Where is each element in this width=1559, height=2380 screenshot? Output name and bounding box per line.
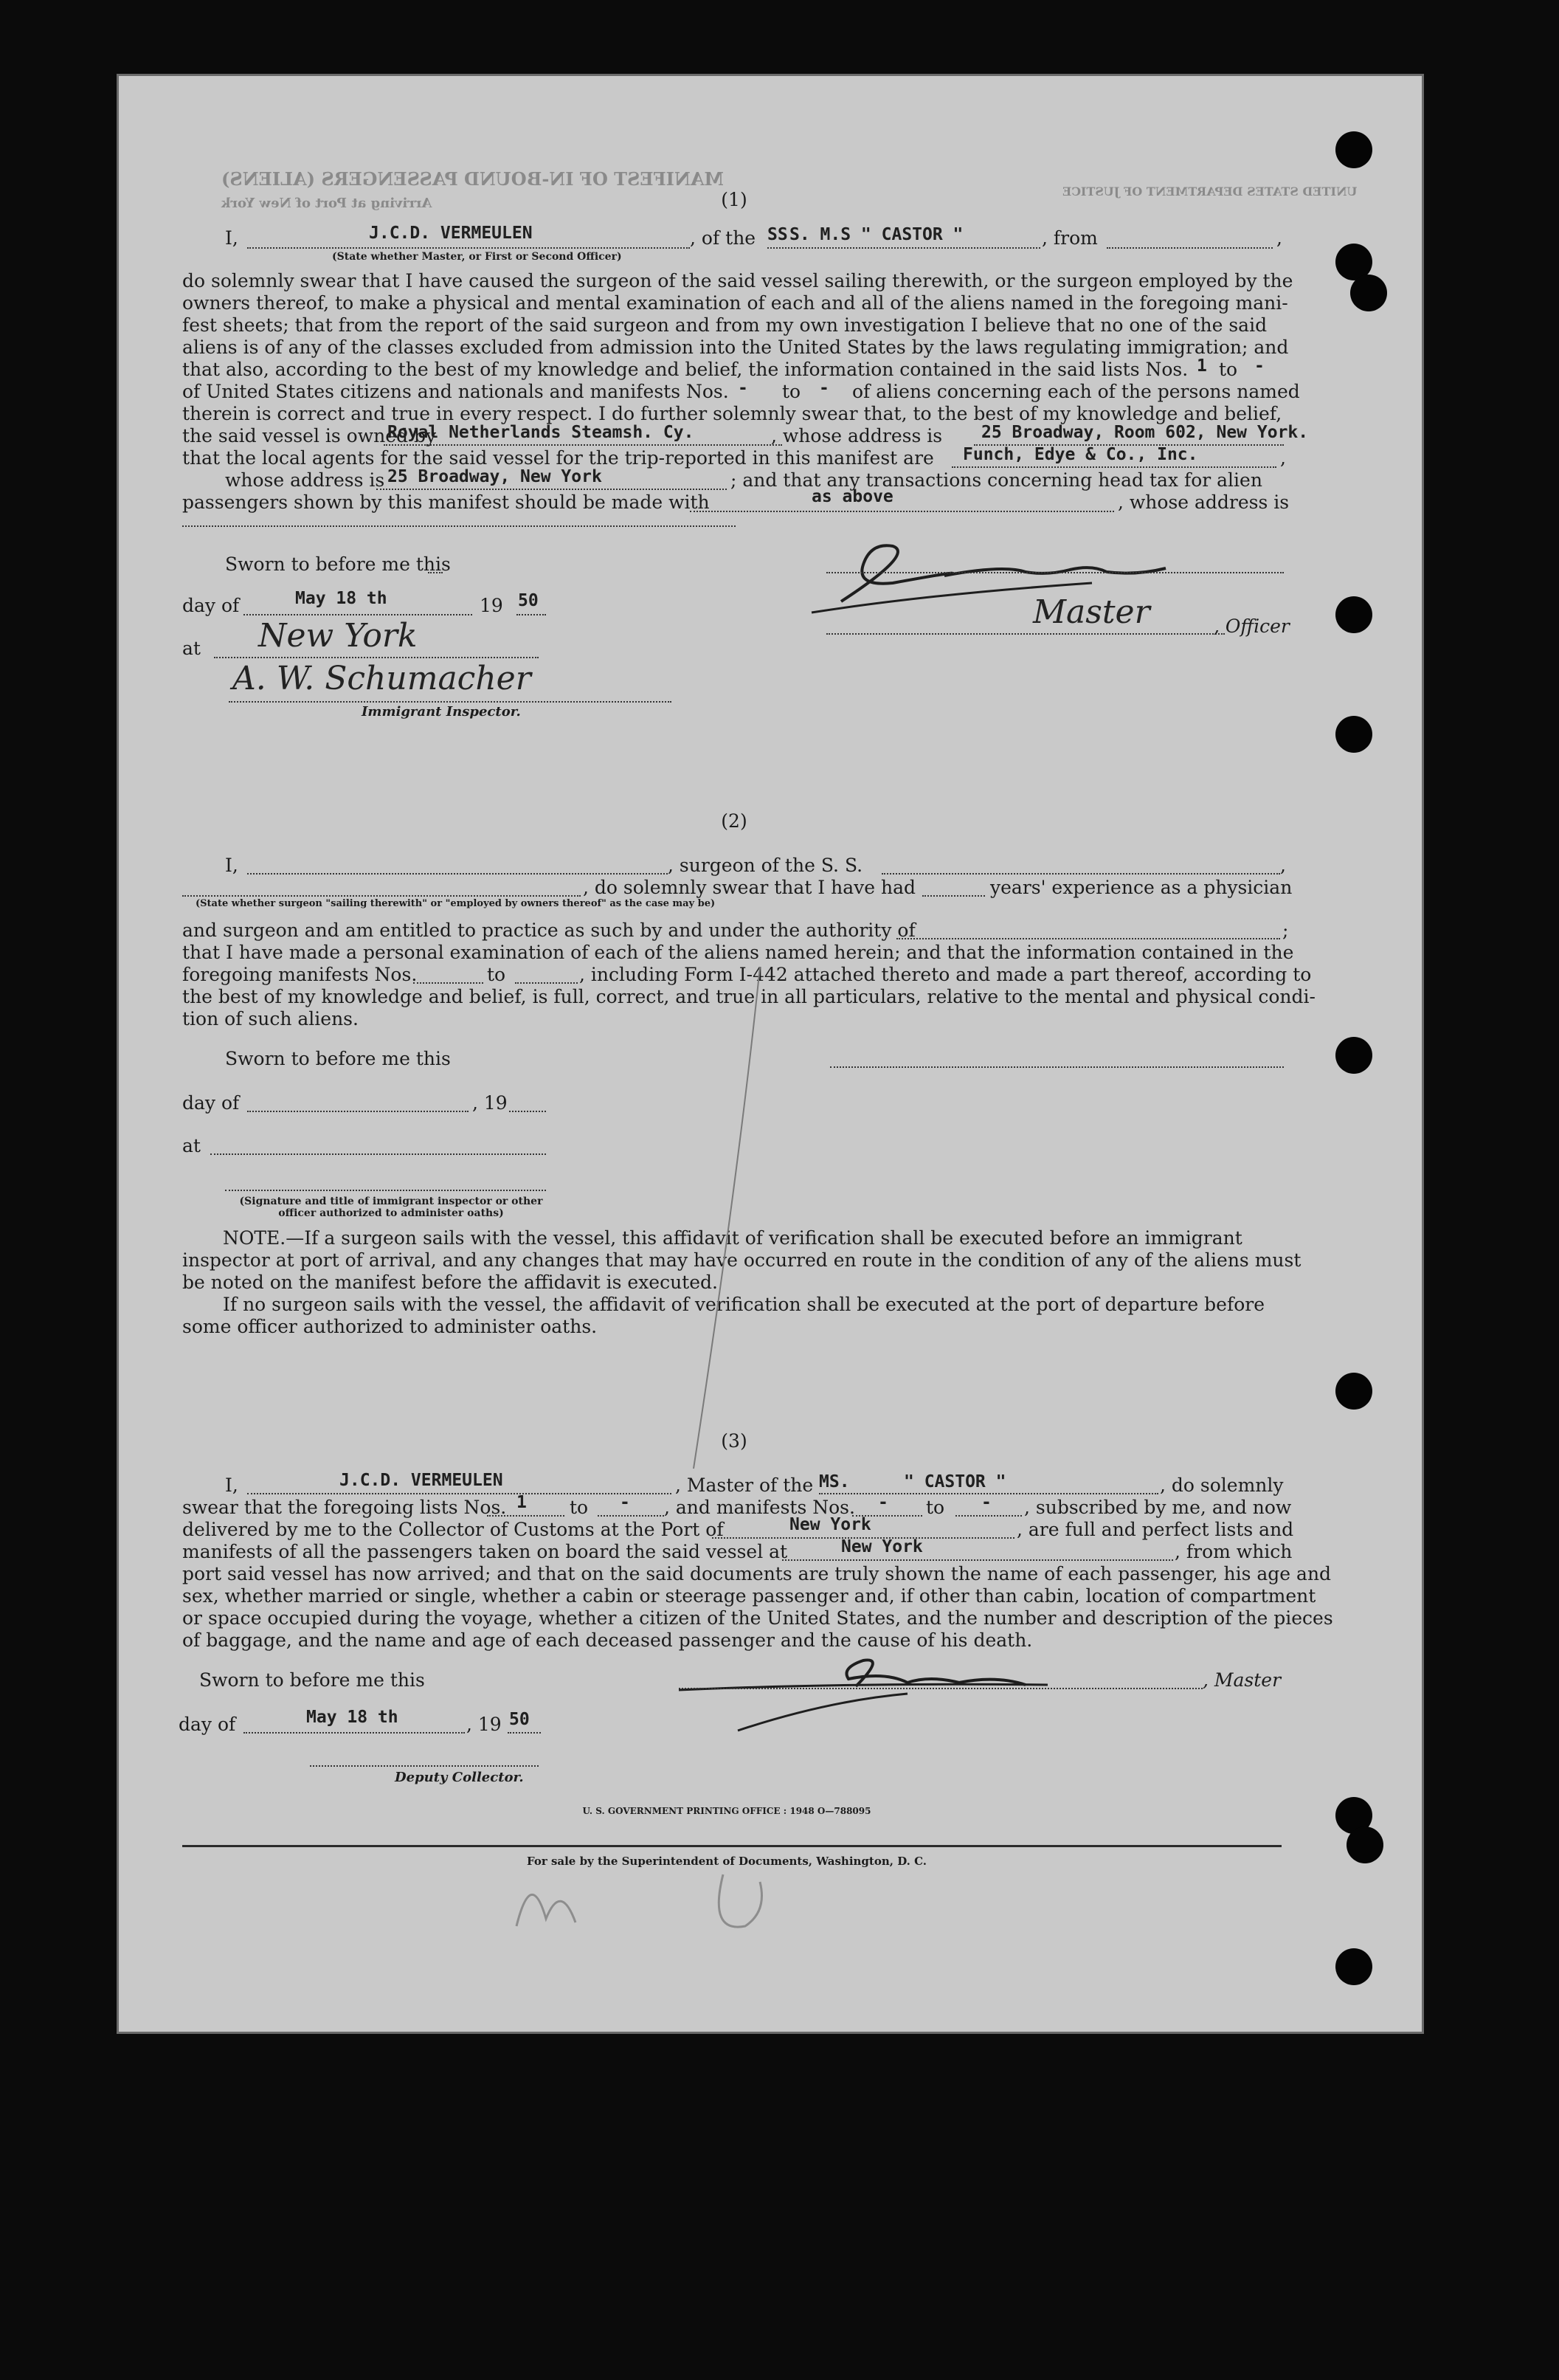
s1-master-hint: (State whether Master, or First or Second Officer) [332, 251, 622, 263]
s3-line4-prefix: manifests of all the passengers taken on board the said vessel at [182, 1541, 788, 1562]
s1-agents-line [952, 466, 1276, 468]
s1-headtax-value: as above [812, 487, 893, 506]
s1-at-line [214, 657, 539, 658]
s2-day-line [247, 1111, 469, 1112]
s2-manifests-prefix: foregoing manifests Nos. [182, 964, 418, 985]
s3-master-name-line [247, 1493, 671, 1494]
s3-i: I, [225, 1474, 238, 1496]
s2-note-line: If no surgeon sails with the vessel, the affidavit of verification shall be executed at the port of departure before [223, 1294, 1265, 1315]
s2-name-line [247, 873, 668, 875]
s1-day-label: day of [182, 595, 240, 616]
s3-port-at: New York [841, 1537, 923, 1556]
s1-of-the: , of the [690, 227, 756, 249]
s1-citizens-suffix: of aliens concerning each of the persons named [852, 381, 1300, 402]
s3-body-line: sex, whether married or single, whether a cabin or steerage passenger and, if other than cabin, location of compartment [182, 1585, 1316, 1607]
s1-owner-line [384, 444, 782, 446]
footer-printing-office: U. S. GOVERNMENT PRINTING OFFICE : 1948 O—788095 [582, 1806, 871, 1816]
s3-line2-suffix: , subscribed by me, and now [1024, 1497, 1292, 1518]
punch-hole [1335, 716, 1372, 753]
s1-owner-address: 25 Broadway, Room 602, New York. [981, 423, 1309, 442]
s2-manifests-to-line [515, 982, 578, 984]
s1-headtax-line [690, 511, 1114, 512]
s3-list-to-line [598, 1515, 664, 1517]
s2-note-line: some officer authorized to administer oaths. [182, 1316, 598, 1337]
s2-note-line: be noted on the manifest before the affidavit is executed. [182, 1272, 718, 1293]
s3-body-line: port said vessel has now arrived; and that on the said documents are truly shown the name of each passenger, his age and [182, 1563, 1332, 1584]
s1-from: , from [1042, 227, 1098, 249]
s1-citizens-from: - [738, 379, 748, 398]
s1-line1-end: , [1276, 227, 1282, 249]
s2-at-label: at [182, 1135, 201, 1156]
s1-agents-prefix: that the local agents for the said vessel for the trip-reported in this manifest are [182, 447, 934, 469]
s1-agents-end: , [1280, 447, 1286, 469]
bleed-through-port: Arriving at Port of New York [221, 196, 432, 211]
s1-year: 50 [518, 591, 539, 610]
s3-year-prefix: , 19 [466, 1714, 502, 1735]
s2-year-prefix: , 19 [472, 1092, 508, 1114]
s2-day-label: day of [182, 1092, 240, 1114]
s1-lists-text: that also, according to the best of my knowledge and belief, the information contained in the said lists Nos. [182, 359, 1189, 380]
s2-i: I, [225, 855, 238, 876]
s1-citizens-to: - [819, 379, 829, 398]
s2-line1-end: , [1280, 855, 1286, 876]
s3-master-label: , Master [1203, 1669, 1282, 1691]
s1-ss-mark: SS [767, 225, 788, 244]
s1-agents-address: 25 Broadway, New York [387, 467, 602, 486]
s1-lists-to: - [1254, 356, 1265, 376]
s1-headtax-suffix: , whose address is [1118, 491, 1290, 513]
s3-ms-mark: MS. [819, 1472, 850, 1491]
s1-master-name: J.C.D. VERMEULEN [369, 224, 533, 243]
s3-man-from: - [878, 1493, 888, 1512]
s3-port-of: New York [789, 1515, 871, 1534]
s3-line2-prefix: swear that the foregoing lists Nos. [182, 1497, 507, 1518]
s3-day-line [243, 1732, 465, 1734]
s2-authority-line [896, 938, 1280, 939]
footer-rule [182, 1845, 1282, 1847]
s2-status-line [182, 895, 581, 897]
s1-officer-line [826, 633, 1225, 635]
s1-body-line: aliens is of any of the classes excluded from admission into the United States by the laws regulating immigration; and [182, 337, 1289, 358]
s3-line2-mid: , and manifests Nos. [664, 1497, 855, 1518]
s1-vessel-name: S. M.S " CASTOR " [789, 225, 964, 244]
s1-body-line: do solemnly swear that I have caused the surgeon of the said vessel sailing therewith, or the surgeon employed by the [182, 270, 1293, 292]
s2-knowledge-line: the best of my knowledge and belief, is full, correct, and true in all particulars, relative to the mental and physical condi- [182, 986, 1316, 1007]
s2-at-line [210, 1153, 546, 1155]
s1-signature-line [826, 572, 1284, 573]
s1-agents: Funch, Edye & Co., Inc. [963, 445, 1198, 464]
s1-day-value: May 18 th [295, 589, 387, 608]
s1-officer-title: Master [1033, 593, 1150, 631]
s2-authority-end: ; [1282, 920, 1289, 941]
s2-manifests-to-label: to [487, 964, 506, 985]
s2-manifests-suffix: , including Form I-442 attached thereto and made a part thereof, according to [579, 964, 1312, 985]
s2-line2-mid: , do solemnly swear that I have had [583, 877, 916, 898]
s1-address-blank-line [182, 525, 736, 527]
footer-sale: For sale by the Superintendent of Documents, Washington, D. C. [526, 1855, 927, 1868]
s1-headtax-prefix: passengers shown by this manifest should be made with [182, 491, 710, 513]
s3-vessel-name: " CASTOR " [904, 1472, 1006, 1491]
s1-agents-addr-suffix: ; and that any transactions concerning head tax for alien [730, 469, 1262, 491]
pencil-scribble [502, 1852, 797, 1948]
s1-inspector-signature: A. W. Schumacher [232, 660, 531, 697]
s1-agents-addr-prefix: whose address is [225, 469, 385, 491]
s1-owner-prefix: the said vessel is owned by [182, 425, 437, 446]
s3-day-label: day of [179, 1714, 236, 1735]
s3-collector-line [310, 1765, 539, 1767]
s3-sworn: Sworn to before me this [199, 1669, 425, 1691]
s1-i: I, [225, 227, 238, 249]
s3-master-of: , Master of the [675, 1474, 814, 1496]
punch-hole [1335, 596, 1372, 633]
s1-lists-from: 1 [1197, 356, 1207, 376]
s1-sworn-line [428, 572, 443, 573]
s3-line3-suffix: , are full and perfect lists and [1017, 1519, 1294, 1540]
s3-man-to: - [981, 1493, 992, 1512]
s3-list-from-line [487, 1515, 564, 1517]
s1-agents-address-line [376, 489, 727, 490]
s3-year: 50 [509, 1710, 530, 1729]
s2-signature-line [830, 1066, 1284, 1068]
s3-collector-label: Deputy Collector. [395, 1770, 524, 1785]
s3-line4-suffix: , from which [1175, 1541, 1293, 1562]
section-2-number: (2) [721, 810, 747, 832]
s2-sworn: Sworn to before me this [225, 1048, 451, 1069]
punch-hole [1335, 1373, 1372, 1410]
s1-inspector-line [229, 701, 671, 703]
s1-body-line: owners thereof, to make a physical and mental examination of each and all of the aliens named in the foregoing mani- [182, 292, 1288, 314]
bleed-through-dept: UNITED STATES DEPARTMENT OF JUSTICE [1062, 184, 1358, 199]
section-3-number: (3) [721, 1430, 747, 1452]
s1-year-line [516, 614, 546, 615]
punch-hole [1335, 1037, 1372, 1074]
s3-port-at-line [782, 1559, 1173, 1561]
s2-vessel-line [882, 873, 1280, 875]
s1-inspector-label: Immigrant Inspector. [362, 704, 521, 720]
s1-day-line [243, 614, 472, 615]
s1-at-label: at [182, 638, 201, 659]
s1-lists-to-label: to [1219, 359, 1238, 380]
s3-to-label: to [570, 1497, 589, 1518]
s1-citizens-prefix: of United States citizens and nationals and manifests Nos. [182, 381, 729, 402]
s1-from-line [1107, 247, 1273, 249]
s2-surgeon-of: , surgeon of the S. S. [668, 855, 863, 876]
bleed-through-title: MANIFEST OF IN-BOUND PASSENGERS (ALIENS) [221, 168, 725, 190]
s2-note-line: inspector at port of arrival, and any changes that may have occurred en route in the condition of any of the aliens must [182, 1249, 1302, 1271]
s1-master-name-line [247, 247, 690, 249]
s1-correct-line: therein is correct and true in every respect. I do further solemnly swear that, to the best of my knowledge and belief, [182, 403, 1282, 424]
s3-master-name: J.C.D. VERMEULEN [339, 1471, 503, 1490]
s3-signature-line [679, 1688, 1203, 1689]
s3-line3-prefix: delivered by me to the Collector of Customs at the Port of [182, 1519, 724, 1540]
s2-sig-hint: (Signature and title of immigrant inspector or other officer authorized to administer oaths) [239, 1196, 543, 1220]
section-1-number: (1) [721, 189, 747, 210]
s3-day-value: May 18 th [306, 1708, 398, 1727]
s2-manifests-from-line [413, 982, 483, 984]
s2-note-line: NOTE.—If a surgeon sails with the vessel, this affidavit of verification shall be executed before an immigrant [223, 1227, 1242, 1249]
s2-inspector-line [225, 1190, 546, 1191]
punch-hole [1347, 1827, 1383, 1863]
s1-sworn: Sworn to before me this [225, 553, 451, 575]
master-signature-2 [664, 1649, 1181, 1738]
s3-to2-label: to [926, 1497, 945, 1518]
s3-line1-suffix: , do solemnly [1160, 1474, 1284, 1496]
s2-authority-prefix: and surgeon and am entitled to practice as such by and under the authority of [182, 920, 916, 941]
s3-list-to: - [620, 1493, 630, 1512]
s2-year-line [509, 1111, 546, 1112]
pencil-mark [649, 959, 797, 1476]
s3-body-line: or space occupied during the voyage, whether a citizen of the United States, and the number and description of the pieces [182, 1607, 1333, 1629]
s1-owner-mid: , whose address is [771, 425, 943, 446]
punch-hole [1335, 131, 1372, 168]
s2-aliens-line: tion of such aliens. [182, 1008, 359, 1029]
s2-years-line [922, 895, 985, 897]
s3-year-line [508, 1732, 541, 1734]
s1-vessel-line [767, 247, 1040, 249]
s2-exam-line: that I have made a personal examination of each of the aliens named herein; and that the information contained in the [182, 942, 1294, 963]
s2-line2-suffix: years' experience as a physician [990, 877, 1293, 898]
s1-at-value: New York [258, 617, 418, 655]
s1-citizens-to-label: to [782, 381, 801, 402]
punch-hole [1335, 1948, 1372, 1985]
s1-body-line: fest sheets; that from the report of the said surgeon and from my own investigation I believe that no one of the said [182, 314, 1268, 336]
s1-owner: Royal Netherlands Steamsh. Cy. [387, 423, 694, 442]
s3-body-line: of baggage, and the name and age of each deceased passenger and the cause of his death. [182, 1629, 1033, 1651]
s2-status-hint: (State whether surgeon "sailing therewith" or "employed by owners thereof" as the case may be) [196, 898, 716, 909]
s3-list-from: 1 [516, 1493, 527, 1512]
s3-man-to-line [955, 1515, 1022, 1517]
s1-officer-label: , Officer [1214, 615, 1290, 637]
punch-hole [1350, 275, 1387, 311]
s1-year-prefix: 19 [480, 595, 503, 616]
